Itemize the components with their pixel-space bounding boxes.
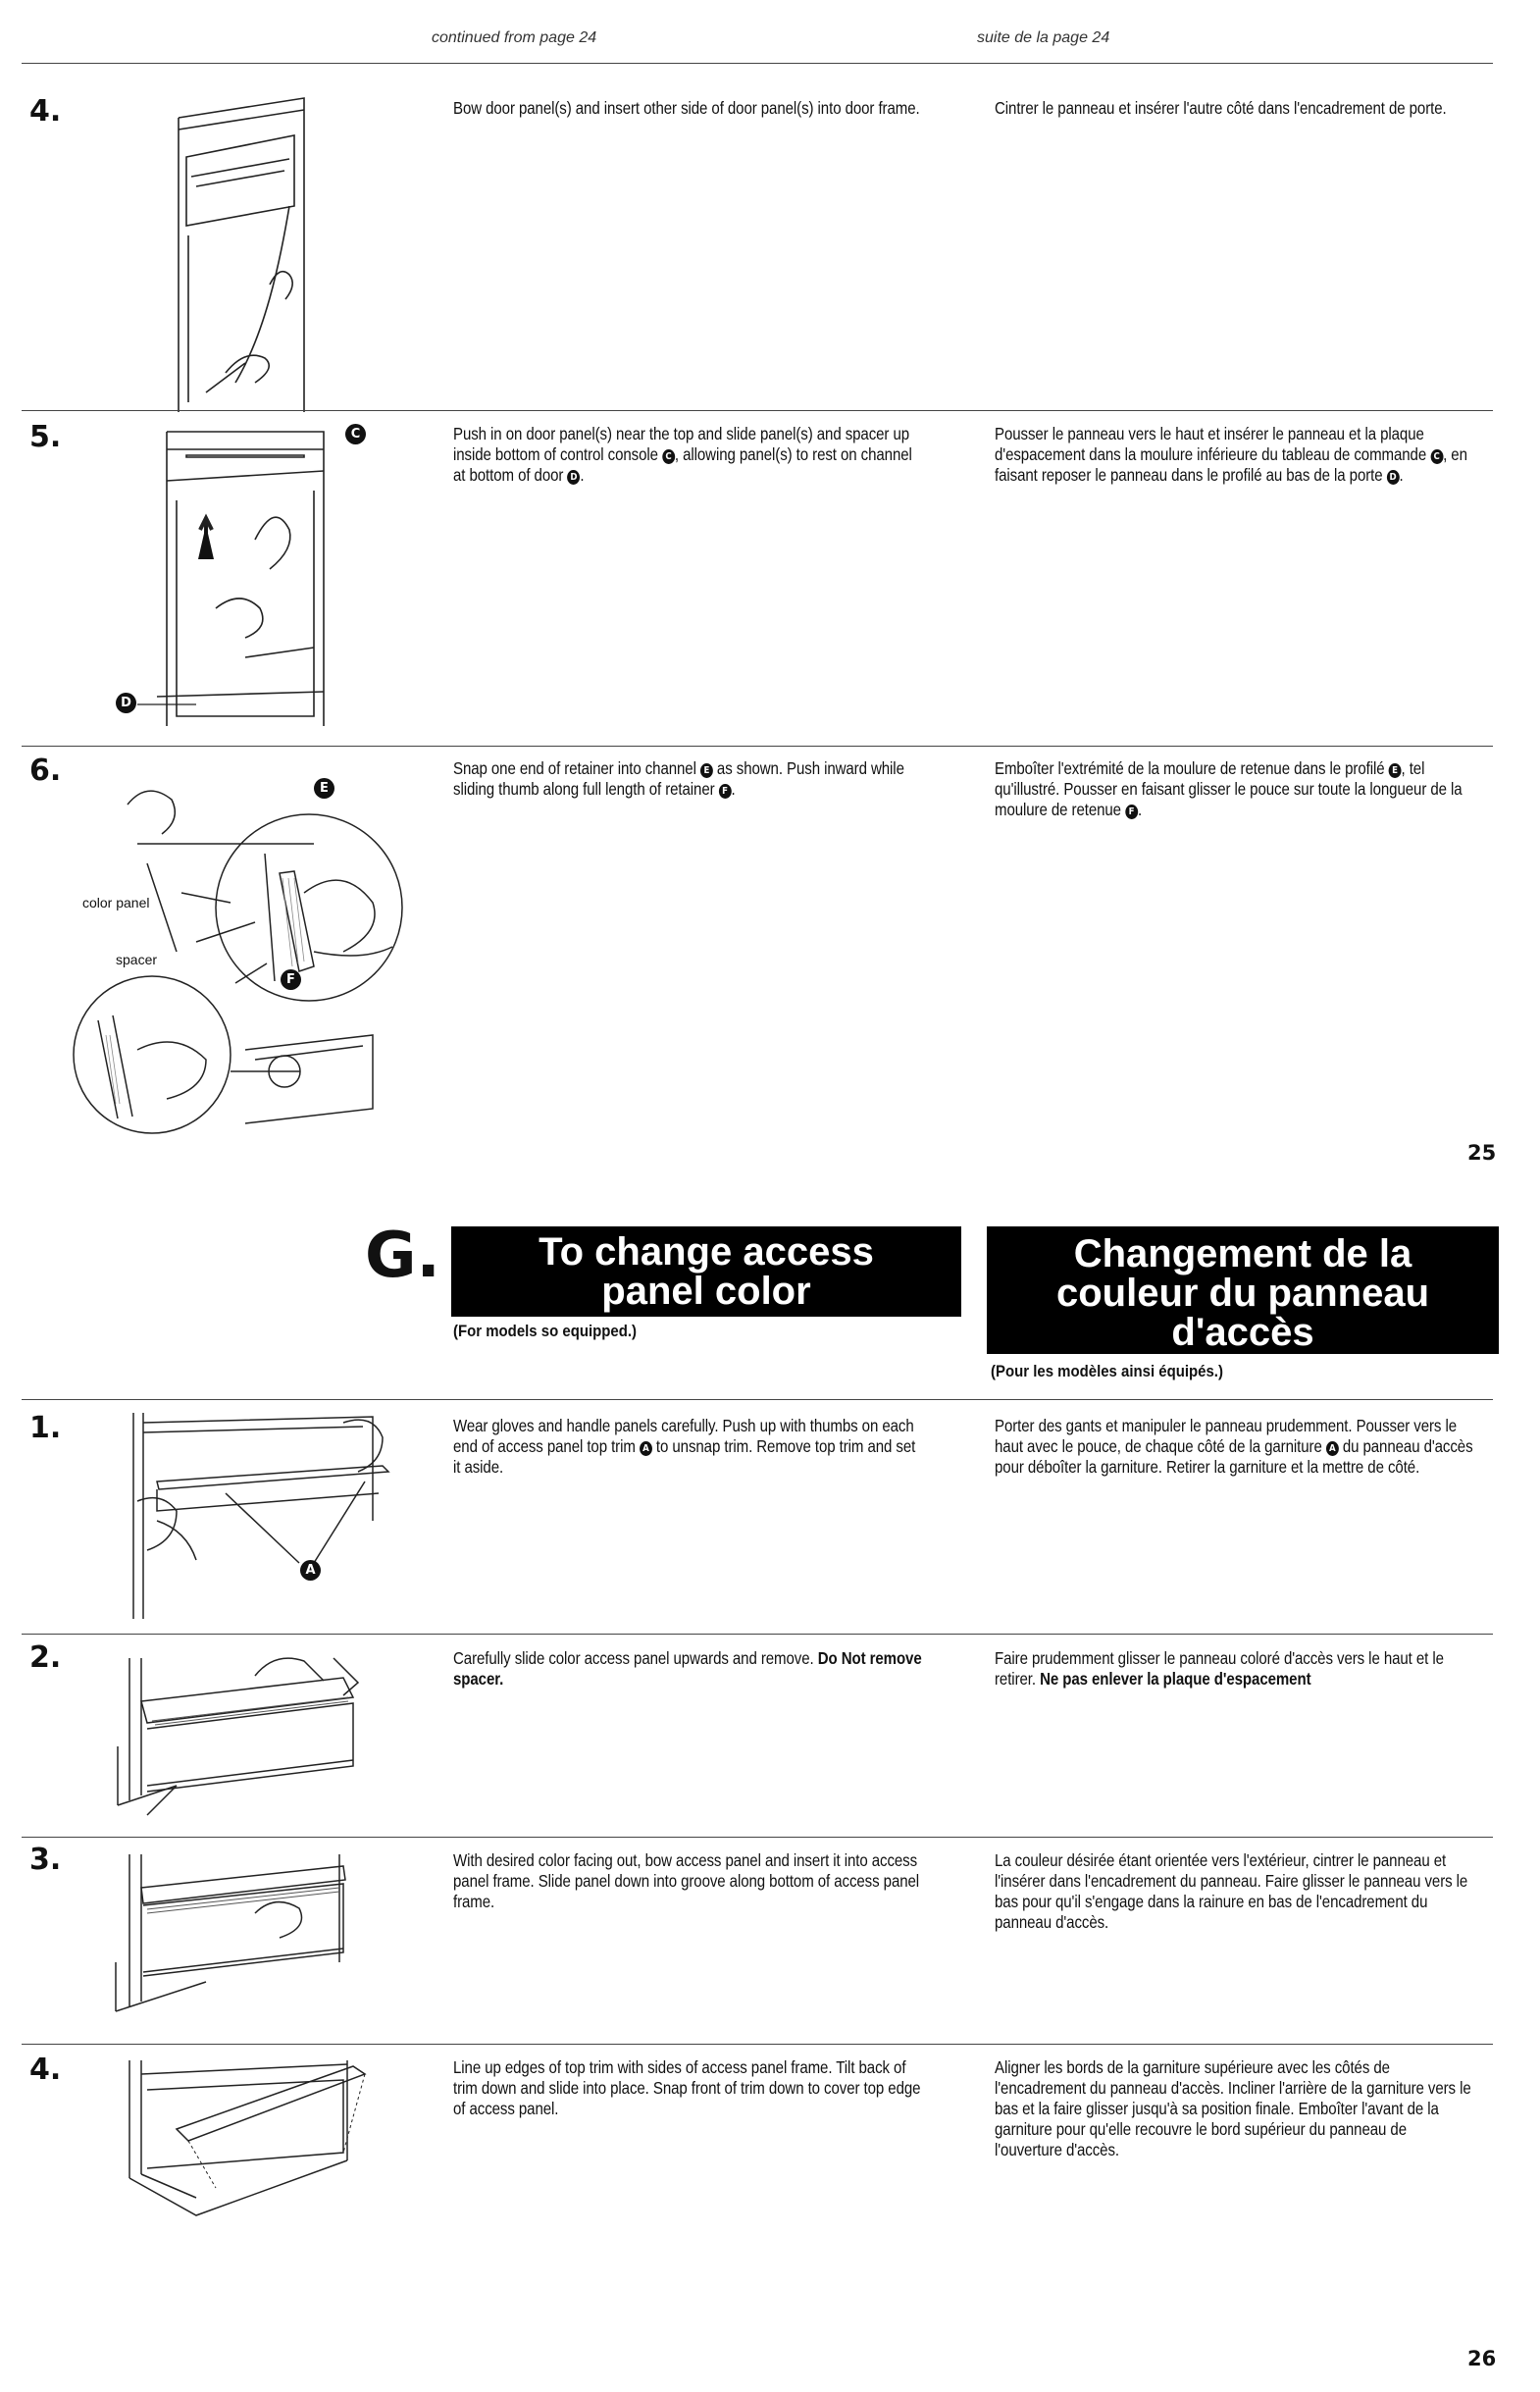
- callout-a: A: [300, 1560, 321, 1581]
- step-divider: [22, 746, 1493, 747]
- callout-d: D: [116, 693, 136, 713]
- replace-top-trim-illustration: [108, 2051, 373, 2227]
- step-number: 4.: [29, 94, 62, 129]
- insert-panel-illustration: [108, 1845, 363, 2016]
- callout-e: E: [314, 778, 334, 799]
- step-text-fr: Pousser le panneau vers le haut et insérer le panneau et la plaque d'espacement dans la moulure inférieure du tableau de commande C , en faisant reposer le panneau dans le profilé au bas de la porte D .: [995, 424, 1467, 485]
- unsnap-top-trim-illustration: [98, 1403, 432, 1629]
- step-text-en: Wear gloves and handle panels carefully. Push up with thumbs on each end of access panel top trim A to unsnap trim. Remove top trim and set it aside.: [453, 1416, 916, 1477]
- section-subtitle-en: (For models so equipped.): [453, 1322, 638, 1340]
- callout-f: F: [281, 969, 301, 990]
- continued-note-en: continued from page 24: [432, 29, 597, 46]
- warning-text: Ne pas enlever la plaque d'espacement: [1040, 1669, 1311, 1689]
- color-panel-label: color panel: [82, 895, 150, 910]
- step-text-fr: La couleur désirée étant orientée vers l'extérieur, cintrer le panneau et l'insérer dans l'encadrement du panneau. Faire glisser le panneau vers le bas pour qu'il s'engage dans la rainure en bas de l'encadrement du panneau d'accès.: [995, 1850, 1468, 1932]
- step-divider: [22, 1634, 1493, 1635]
- warning-text: Do Not remove spacer.: [453, 1648, 922, 1689]
- step-text-en: Line up edges of top trim with sides of access panel frame. Tilt back of trim down and slide into place. Snap front of trim down to cover top edge of access panel.: [453, 2057, 921, 2118]
- section-letter: G.: [365, 1220, 440, 1292]
- step-divider: [22, 1399, 1493, 1400]
- step-number: 1.: [29, 1411, 62, 1445]
- callout-d-leader: [137, 702, 196, 706]
- step-text-en: Snap one end of retainer into channel E as shown. Push inward while sliding thumb along full length of retainer F .: [453, 758, 904, 799]
- step-number: 2.: [29, 1640, 62, 1675]
- step-number: 5.: [29, 420, 62, 454]
- retainer-snap-illustration: [59, 755, 422, 1158]
- step-divider: [22, 2044, 1493, 2045]
- step-text-en: Carefully slide color access panel upwards and remove. Do Not remove spacer.: [453, 1648, 922, 1689]
- step-text-fr: Emboîter l'extrémité de la moulure de retenue dans le profilé E , tel qu'illustré. Pousser en faisant glisser le pouce sur toute la longueur de la moulure de retenue F .: [995, 758, 1463, 819]
- step-text-fr: Aligner les bords de la garniture supérieure avec les côtés de l'encadrement du panneau d'accès. Incliner l'arrière de la garniture vers le bas et la faire glisser jusqu'à sa position finale. Emboîter l'avant de la garniture pour qu'elle recouvre le bord supérieur du panneau de l'ouverture d'accès.: [995, 2057, 1471, 2159]
- spacer-label: spacer: [116, 952, 158, 967]
- callout-c: C: [345, 424, 366, 444]
- step-number: 4.: [29, 2053, 62, 2087]
- step-text-en: Push in on door panel(s) near the top and slide panel(s) and spacer up inside bottom of control console C , allowing panel(s) to rest on channel at bottom of door D .: [453, 424, 912, 485]
- step-divider: [22, 410, 1493, 411]
- section-subtitle-fr: (Pour les modèles ainsi équipés.): [991, 1362, 1223, 1380]
- door-panel-bow-illustration: [167, 88, 314, 412]
- section-title-fr: Changement de la couleur du panneau d'accès: [987, 1226, 1499, 1354]
- step-divider: [22, 1837, 1493, 1838]
- continued-note-fr: suite de la page 24: [977, 29, 1110, 46]
- step-text-fr: Porter des gants et manipuler le panneau prudemment. Pousser vers le haut avec le pouce, de chaque côté de la garniture A du panneau d'accès pour déboîter la garniture. Retirer la garniture et la mettre de côté.: [995, 1416, 1473, 1477]
- page-number: 26: [1467, 2347, 1497, 2370]
- step-number: 6.: [29, 754, 62, 788]
- header-rule: [22, 63, 1493, 64]
- step-text-en: Bow door panel(s) and insert other side of door panel(s) into door frame.: [453, 98, 920, 118]
- push-panel-up-illustration: [118, 422, 373, 736]
- section-title-en: To change access panel color: [451, 1226, 961, 1317]
- step-number: 3.: [29, 1843, 62, 1877]
- step-text-en: With desired color facing out, bow access panel and insert it into access panel frame. Slide panel down into groove along bottom of access panel frame.: [453, 1850, 920, 1911]
- step-text-fr: Faire prudemment glisser le panneau coloré d'accès vers le haut et le retirer. Ne pas enlever la plaque d'espacement: [995, 1648, 1444, 1689]
- page-number: 25: [1467, 1141, 1497, 1165]
- step-text-fr: Cintrer le panneau et insérer l'autre côté dans l'encadrement de porte.: [995, 98, 1447, 118]
- slide-panel-up-illustration: [108, 1638, 383, 1815]
